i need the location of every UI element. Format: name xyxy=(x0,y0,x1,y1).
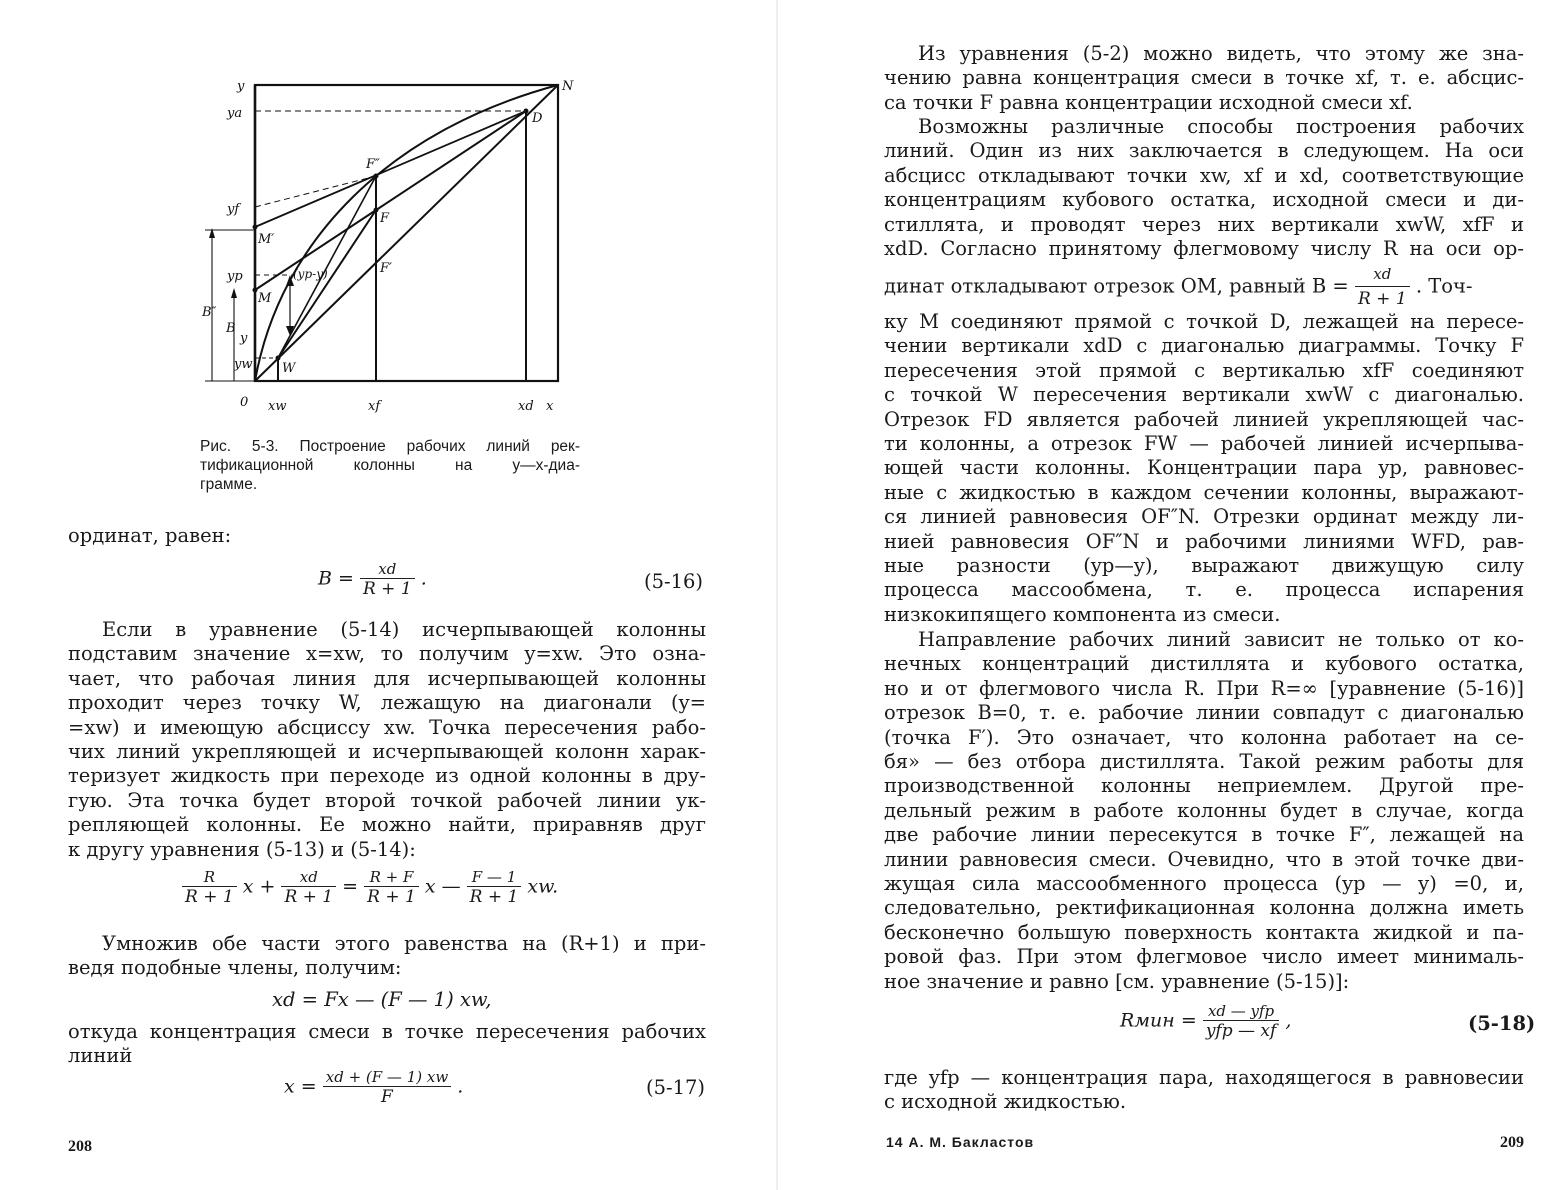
text-line: к другу уравнения (5-13) и (5-14): xyxy=(68,837,416,861)
label-f2: F″ xyxy=(366,157,380,172)
inline-fraction xyxy=(1355,262,1410,312)
text-line: Умножив обе части этого равенства на (R+1) и при- xyxy=(102,932,706,955)
equation-number-5-18: (5-18) xyxy=(1468,1012,1536,1035)
text-line: Направление рабочих линий зависит не только от ко- xyxy=(918,628,1524,651)
text-line: проходит через точку W, лежащую на диагонали (y= xyxy=(68,691,706,715)
text-line: бесконечно большую поверхность контакта жидкой и па- xyxy=(884,920,1524,944)
diagonal-line xyxy=(255,85,558,381)
text-line: са точки F равна концентрации исходной смеси xf. xyxy=(884,90,1413,114)
eq-fraction xyxy=(1203,1002,1279,1041)
text-line: чих линий укрепляющей и исчерпывающей колонн харак- xyxy=(68,740,706,764)
eq-fraction xyxy=(467,868,522,907)
eq-numerator: xd xyxy=(1355,262,1410,287)
text-line: ровой фаз. При этом флегмовое число имеет минималь- xyxy=(884,945,1524,969)
paragraph-right-4 xyxy=(884,1066,1524,1115)
right-page xyxy=(778,0,1556,1190)
equation-number-5-16: (5-16) xyxy=(644,570,704,593)
text-line: производственной колонны неприемлем. Другой пре- xyxy=(884,774,1524,798)
page-number-right: 209 xyxy=(1500,1134,1524,1151)
page-number-left: 208 xyxy=(68,1138,92,1155)
eq-denominator: R + 1 xyxy=(284,887,334,907)
eq-denominator: R + 1 xyxy=(469,887,519,907)
text-ordinat: ординат, равен: xyxy=(68,524,232,547)
text-line: ющей части колонны. Концентрации пара yp, равновес- xyxy=(884,456,1524,480)
text-line: стиллята, и проводят через них вертикали xwW, xfF и xyxy=(884,212,1524,236)
text-line: абсцисс откладывают точки xw, xf и xd, соответствующие xyxy=(884,163,1524,187)
equation-5-17 xyxy=(284,1068,463,1107)
eq-numerator: xd xyxy=(360,560,415,579)
eq-fraction xyxy=(364,868,419,907)
label-x: x xyxy=(546,399,554,414)
eq-term: xw. xyxy=(527,875,559,898)
eq-numerator: xd xyxy=(281,868,336,887)
eq-numerator: F — 1 xyxy=(467,868,522,887)
text-line: где yfp — концентрация пара, находящегося в равновесии xyxy=(884,1066,1524,1089)
eq-fraction xyxy=(182,868,237,907)
text-segment: . Точ- xyxy=(1415,274,1473,298)
caption-line: грамме. xyxy=(200,476,258,493)
paragraph-left-3 xyxy=(68,1020,706,1069)
label-m: M xyxy=(258,291,272,306)
paragraph-right-2b xyxy=(884,310,1524,627)
paragraph-left-1 xyxy=(68,618,706,862)
text-line: =xw) и имеющую абсциссу xw. Точка пересечения рабо- xyxy=(68,715,706,739)
text-line: две рабочие линии пересекутся в точке F″, лежащей на xyxy=(884,823,1524,847)
eq-numerator: R + F xyxy=(364,868,419,887)
label-ya: ya xyxy=(227,106,243,121)
text-line: ти колонны, а отрезок FW — рабочей линией исчерпыва- xyxy=(884,432,1524,456)
printer-signature: 14 А. М. Бакластов xyxy=(886,1134,1035,1150)
equation-5-16 xyxy=(318,560,427,599)
label-yf: yf xyxy=(227,202,240,217)
paragraph-right-1 xyxy=(884,42,1524,115)
text-line: ные с жидкостью в каждом сечении колонны, выражают- xyxy=(884,480,1524,504)
eq-denominator: F xyxy=(381,1087,393,1107)
eq-fraction xyxy=(281,868,336,907)
eq-denominator: R + 1 xyxy=(185,887,234,907)
figure-caption xyxy=(200,437,580,494)
label-yw: yw xyxy=(234,357,253,372)
equation-5-18 xyxy=(1120,1002,1291,1041)
eq-fraction xyxy=(360,560,415,599)
text-line: (точка F′). Это означает, что колонна работает на се- xyxy=(884,725,1524,749)
text-line: концентрациям кубового остатка, исходной смеси и ди- xyxy=(884,188,1524,212)
text-line: дельный режим в работе колонны будет в случае, когда xyxy=(884,798,1524,822)
text-line: откуда концентрация смеси в точке пересечения рабочих xyxy=(68,1020,706,1043)
equation-number-5-17: (5-17) xyxy=(646,1076,706,1099)
eq-lhs: Rмин = xyxy=(1120,1009,1197,1032)
text-line: Из уравнения (5-2) можно видеть, что этому же зна- xyxy=(918,42,1524,65)
paragraph-left-2 xyxy=(68,932,706,981)
text-line: репляющей колонны. Ее можно найти, приравняв друг xyxy=(68,813,706,837)
eq-denominator: R + 1 xyxy=(362,579,412,599)
eq-numerator: R xyxy=(182,868,237,887)
text-line: ное значение и равно [см. уравнение (5-15)]: xyxy=(884,969,1350,993)
label-f: F xyxy=(380,211,390,226)
caption-line: Рис. 5-3. Построение рабочих линий рек- xyxy=(200,438,580,455)
text-line: ку M соединяют прямой с точкой D, лежащей на пересе- xyxy=(884,310,1524,333)
eq-tail: , xyxy=(1285,1009,1292,1032)
figure-5-3 xyxy=(190,70,580,420)
eq-tail: . xyxy=(457,1075,464,1098)
text-segment: динат откладывают отрезок OM, равный B = xyxy=(884,274,1349,298)
label-yp-y: (yp-y) xyxy=(293,267,328,281)
label-m1: M′ xyxy=(258,232,275,247)
eq-term: x — xyxy=(424,875,461,898)
text-line: процесса массообмена, т. е. процесса испарения xyxy=(884,578,1524,602)
label-xf: xf xyxy=(368,399,381,414)
label-b2: B″ xyxy=(202,305,217,320)
label-xd: xd xyxy=(518,399,534,414)
paragraph-right-2 xyxy=(884,115,1524,261)
label-n: N xyxy=(562,79,574,94)
equation-intersection xyxy=(182,868,558,907)
text-line: отрезок B=0, т. е. рабочие линии совпадут с диагональю xyxy=(884,701,1524,725)
text-line: подставим значение x=xw, то получим y=xw. Это озна- xyxy=(68,642,706,666)
label-w: W xyxy=(282,361,296,376)
text-line: чению равна концентрация смеси в точке xf, т. е. абсцис- xyxy=(884,66,1524,90)
text-line-with-fraction xyxy=(884,262,1524,312)
label-o: 0 xyxy=(240,395,249,410)
text-line: Отрезок FD является рабочей линией укрепляющей час- xyxy=(884,407,1524,431)
label-y-small: y xyxy=(240,331,248,346)
eq-numerator: xd — yfp xyxy=(1203,1002,1279,1021)
label-y: y xyxy=(237,79,245,94)
text-line: линий. Один из них заключается в следующем. На оси xyxy=(884,139,1524,163)
eq-term: = xyxy=(342,875,359,898)
text-line: бя» — без отбора дистиллята. Такой режим работы для xyxy=(884,750,1524,774)
caption-line: тификационной колонны на y—x-диа- xyxy=(200,457,580,474)
text-line: гую. Эта точка будет второй точкой рабочей линии ук- xyxy=(68,788,706,812)
text-line: линий xyxy=(68,1044,133,1068)
text-line: ведя подобные члены, получим: xyxy=(68,956,402,980)
text-line: с исходной жидкостью. xyxy=(884,1090,1127,1114)
text-line: ся линией равновесия OF″N. Отрезки ординат между ли- xyxy=(884,505,1524,529)
equation-xd: xd = Fx — (F — 1) xw, xyxy=(272,988,492,1011)
eq-denominator: yfp — xf xyxy=(1205,1021,1277,1041)
text-line: линии равновесия смеси. Очевидно, что в этой точке дви- xyxy=(884,847,1524,871)
text-line: чает, что рабочая линия для исчерпывающей колонны xyxy=(68,666,706,690)
text-line: пересечения этой прямой с вертикалью xfF соединяют xyxy=(884,358,1524,382)
label-xw: xw xyxy=(268,399,287,414)
label-f1: F′ xyxy=(380,261,392,276)
text-line: xdD. Согласно принятому флегмовому числу R на оси ор- xyxy=(884,237,1524,261)
text-line: нией равновесия OF″N и рабочими линиями WFD, рав- xyxy=(884,529,1524,553)
operating-line-m1d xyxy=(255,111,526,227)
eq-lhs: x = xyxy=(284,1075,317,1098)
eq-tail: . xyxy=(420,567,427,590)
text-line: чении вертикали xdD с диагональю диаграммы. Точку F xyxy=(884,334,1524,358)
text-line: с точкой W пересечения вертикали xwW с диагональю. xyxy=(884,383,1524,407)
eq-denominator: R + 1 xyxy=(1357,289,1407,310)
paragraph-right-3 xyxy=(884,628,1524,994)
label-b: B xyxy=(226,321,236,336)
text-line: жущая сила массообменного процесса (yp — y) =0, и, xyxy=(884,872,1524,896)
eq-fraction xyxy=(323,1068,451,1107)
label-yp: yp xyxy=(227,269,243,284)
text-line: низкокипящего компонента из смеси. xyxy=(884,602,1281,626)
text-line: ные разности (yp—y), выражают движущую силу xyxy=(884,554,1524,578)
text-line: Если в уравнение (5-14) исчерпывающей колонны xyxy=(102,618,706,641)
eq-lhs: B = xyxy=(318,567,354,590)
label-d: D xyxy=(532,111,543,126)
text-line: Возможны различные способы построения рабочих xyxy=(918,115,1524,138)
text-line: но и от флегмового числа R. При R=∞ [уравнение (5-16)] xyxy=(884,676,1524,700)
text-line: следовательно, ректификационная колонна должна иметь xyxy=(884,896,1524,920)
eq-numerator: xd + (F — 1) xw xyxy=(323,1068,451,1087)
text-line: нечных концентраций дистиллята и кубового остатка, xyxy=(884,652,1524,676)
yx-diagram xyxy=(190,70,580,420)
text-line: теризует жидкость при переходе из одной колонны в дру- xyxy=(68,764,706,788)
eq-denominator: R + 1 xyxy=(367,887,416,907)
eq-term: x + xyxy=(242,875,276,898)
